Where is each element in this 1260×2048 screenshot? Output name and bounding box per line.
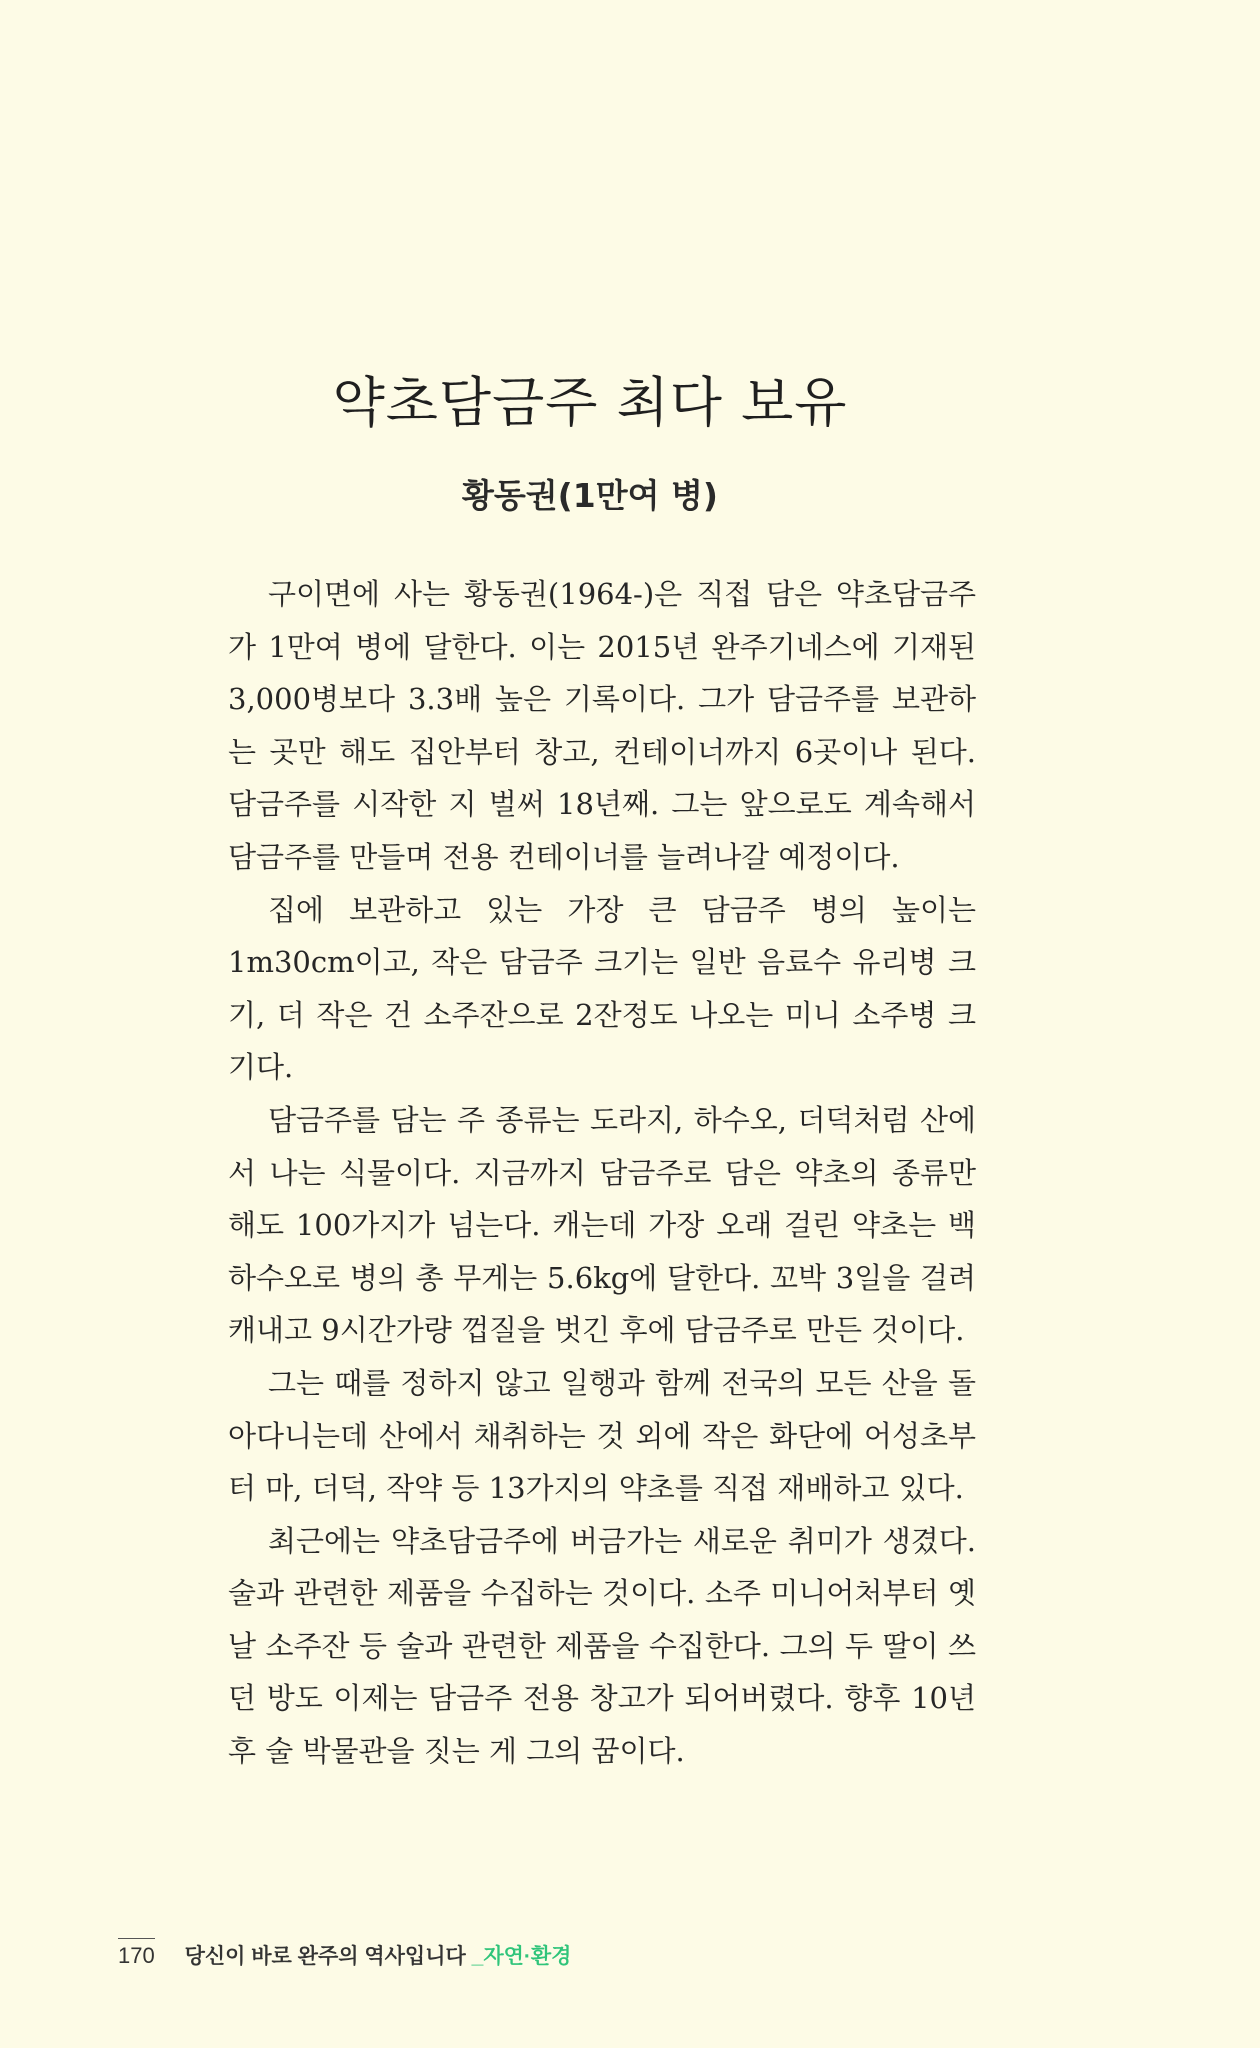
- page-footer: [118, 1938, 571, 1970]
- corner-decoration: [0, 0, 155, 155]
- footer-book-title: 당신이 바로 완주의 역사입니다: [184, 1945, 466, 1968]
- footer-section-label: _자연·환경: [471, 1945, 572, 1968]
- body-paragraph: 그는 때를 정하지 않고 일행과 함께 전국의 모든 산을 돌아다니는데 산에서 채취하는 것 외에 작은 화단에 어성초부터 마, 더덕, 작약 등 13가지의 약초를 직접 재배하고 있다.: [228, 1365, 976, 1506]
- body-paragraph: 최근에는 약초담금주에 버금가는 새로운 취미가 생겼다. 술과 관련한 제품을 수집하는 것이다. 소주 미니어처부터 옛날 소주잔 등 술과 관련한 제품을 수집한다. 그의 두 딸이 쓰던 방도 이제는 담금주 전용 창고가 되어버렸다. 향후 10년 후 술 박물관을 짓는 게 그의 꿈이다.: [228, 1523, 976, 1769]
- page-number: 170: [118, 1938, 155, 1969]
- article-subtitle: 황동권(1만여 병): [462, 476, 718, 515]
- article-body: [228, 568, 976, 1778]
- body-paragraph: 담금주를 담는 주 종류는 도라지, 하수오, 더덕처럼 산에서 나는 식물이다. 지금까지 담금주로 담은 약초의 종류만 해도 100가지가 넘는다. 캐는데 가장 오래 걸린 약초는 백하수오로 병의 총 무게는 5.6kg에 달한다. 꼬박 3일을 걸려 캐내고 9시간가량 껍질을 벗긴 후에 담금주로 만든 것이다.: [228, 1102, 976, 1348]
- body-paragraph: 집에 보관하고 있는 가장 큰 담금주 병의 높이는 1m30cm이고, 작은 담금주 크기는 일반 음료수 유리병 크기, 더 작은 건 소주잔으로 2잔정도 나오는 미니 소주병 크기다.: [228, 892, 976, 1085]
- article-title: 약초담금주 최다 보유: [332, 371, 848, 434]
- body-paragraph: 구이면에 사는 황동권(1964-)은 직접 담은 약초담금주가 1만여 병에 달한다. 이는 2015년 완주기네스에 기재된 3,000병보다 3.3배 높은 기록이다. 그가 담금주를 보관하는 곳만 해도 집안부터 창고, 컨테이너까지 6곳이나 된다. 담금주를 시작한 지 벌써 18년째. 그는 앞으로도 계속해서 담금주를 만들며 전용 컨테이너를 늘려나갈 예정이다.: [228, 577, 976, 874]
